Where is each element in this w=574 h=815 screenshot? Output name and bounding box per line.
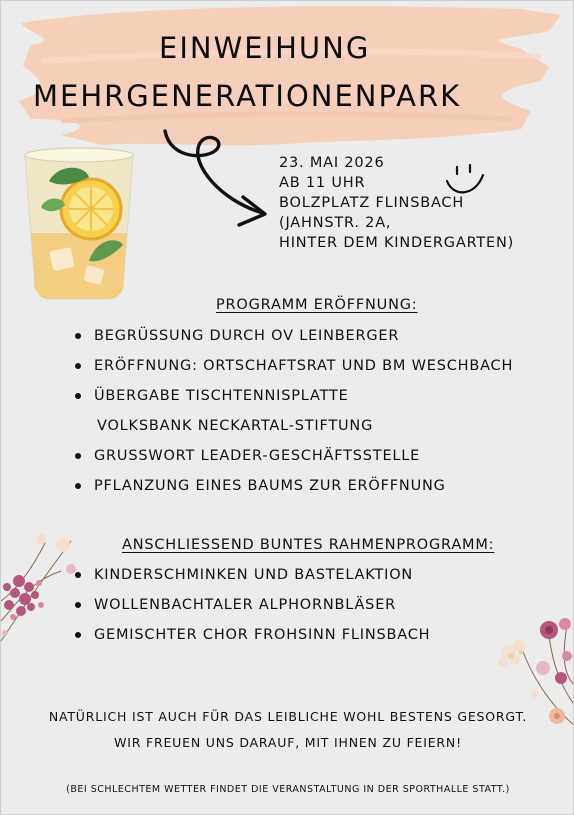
list-item: PFLANZUNG EINES BAUMS ZUR ERÖFFNUNG [75,471,513,501]
dried-flowers-icon [1,521,81,651]
bullet-icon [75,453,81,459]
bullet-icon [75,363,81,369]
rahmen-heading: ANSCHLIESSEND BUNTES RAHMENPROGRAMM: [122,537,495,553]
rahmen-list [75,560,430,650]
bullet-icon [75,333,81,339]
title-line-1: EINWEIHUNG [159,31,371,65]
list-item-continuation: VOLKSBANK NECKARTAL-STIFTUNG [97,418,374,434]
list-item: ÜBERGABE TISCHTENNISPLATTE [75,381,513,411]
list-item: WOLLENBACHTALER ALPHORNBLÄSER [75,590,430,620]
event-date: 23. MAI 2026 [279,155,385,171]
list-item: GEMISCHTER CHOR FROHSINN FLINSBACH [75,620,430,650]
program-heading: PROGRAMM ERÖFFNUNG: [216,297,418,313]
event-address-line-2: HINTER DEM KINDERGARTEN) [279,235,515,251]
curly-arrow-icon [159,121,279,231]
title-line-2: MEHRGENERATIONENPARK [33,79,462,113]
event-place: BOLZPLATZ FLINSBACH [279,195,465,211]
bullet-icon [75,393,81,399]
weather-footnote: (BEI SCHLECHTEM WETTER FINDET DIE VERANSTALTUNG IN DER SPORTHALLE STATT.) [66,784,510,795]
list-item: GRUSSWORT LEADER-GESCHÄFTSSTELLE [75,441,513,471]
event-address-line-1: (JAHNSTR. 2A, [279,215,392,231]
list-item: BEGRÜSSUNG DURCH OV LEINBERGER [75,321,513,351]
bullet-icon [75,483,81,489]
closing-line-1: NATÜRLICH IST AUCH FÜR DAS LEIBLICHE WOHL BESTENS GESORGT. [48,709,528,724]
program-list [75,321,513,501]
list-item: KINDERSCHMINKEN UND BASTELAKTION [75,560,430,590]
list-item: ERÖFFNUNG: ORTSCHAFTSRAT UND BM WESCHBACH [75,351,513,381]
event-time: AB 11 UHR [279,175,366,191]
closing-line-2: WIR FREUEN UNS DARAUF, MIT IHNEN ZU FEIERN! [114,735,462,750]
smiley-face-icon [443,161,487,201]
lemonade-glass-icon [19,141,139,301]
